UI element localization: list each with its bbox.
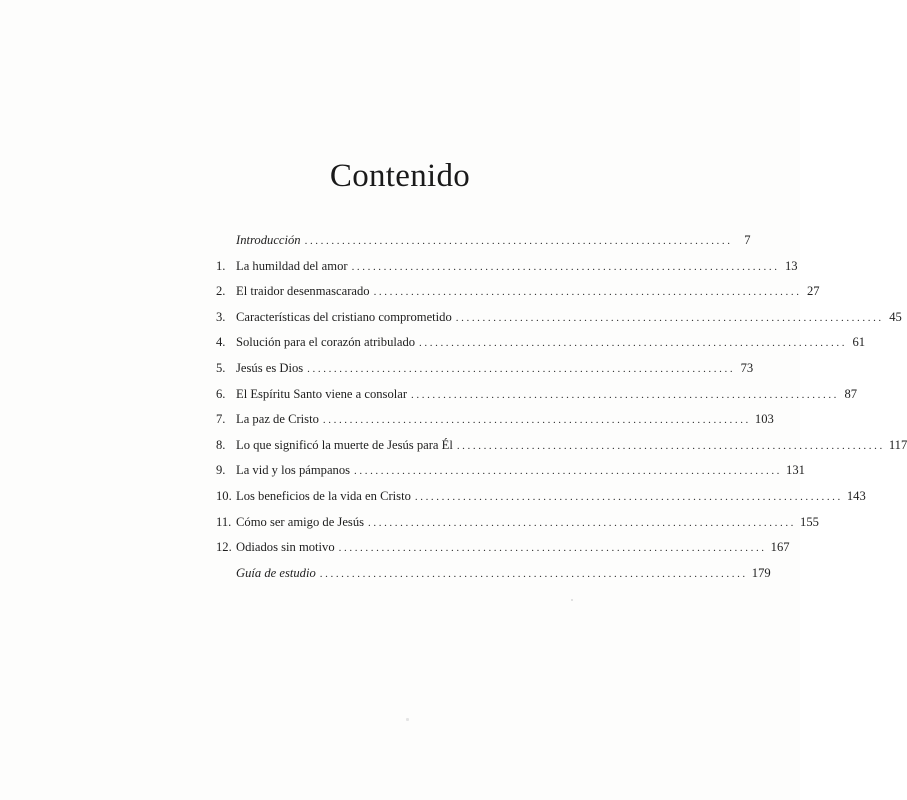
toc-entry-page: 73 (740, 360, 754, 375)
toc-entry-number: 7. (216, 412, 226, 427)
paper-speck (571, 599, 573, 601)
toc-entry-page: 103 (754, 412, 774, 427)
toc-entry-number: 10. (216, 488, 232, 503)
toc-entry-page: 87 (844, 386, 858, 401)
paper-speck (406, 718, 409, 721)
toc-entry (216, 407, 774, 433)
toc-entry-title: Características del cristiano comprometido (236, 309, 452, 324)
toc-entry-number: 6. (216, 386, 226, 401)
toc-entry-page: 155 (800, 514, 819, 529)
dot-leader: ................................................................................ (411, 388, 840, 401)
toc-entry (216, 433, 907, 459)
dot-leader: ................................................................................ (304, 235, 733, 247)
toc-entry-page: 27 (806, 284, 820, 299)
toc-entry-title: Solución para el corazón atribulado (236, 335, 416, 350)
toc-entry-title: La vid y los pámpanos (236, 463, 351, 478)
toc-entry (216, 561, 771, 587)
toc-entry-title: Jesús es Dios (236, 360, 304, 375)
dot-leader: ................................................................................ (319, 567, 748, 580)
toc-entry-page: 179 (751, 565, 771, 580)
dot-leader: ................................................................................ (338, 542, 767, 555)
dot-leader: ................................................................................ (419, 337, 848, 350)
toc-entry (216, 510, 819, 536)
toc-entry-page: 7 (744, 233, 751, 247)
toc-entry-page: 167 (770, 540, 790, 555)
toc-entry-title: Los beneficios de la vida en Cristo (236, 488, 411, 503)
toc-entry-number: 12. (216, 540, 232, 555)
toc-entry-title: Guía de estudio (236, 565, 316, 580)
toc-entry-title: Lo que significó la muerte de Jesús para Él (236, 437, 453, 452)
toc-entry-page: 131 (786, 463, 805, 478)
toc-entry (216, 254, 798, 280)
toc-entry-number: 1. (216, 258, 226, 273)
dot-leader: ................................................................................ (368, 516, 797, 529)
table-of-contents (216, 228, 907, 586)
toc-entry-number: 4. (216, 335, 226, 350)
toc-entry-title: El traidor desenmascarado (236, 284, 370, 299)
toc-entry-title: La paz de Cristo (236, 412, 319, 427)
toc-entry-title: Cómo ser amigo de Jesús (236, 514, 365, 529)
toc-entry-title: El Espíritu Santo viene a consolar (236, 386, 408, 401)
toc-entry (216, 458, 805, 484)
toc-entry (216, 330, 866, 356)
toc-entry (216, 535, 790, 561)
toc-entry (216, 356, 754, 382)
toc-entry-page: 61 (852, 335, 866, 350)
toc-entry-title: La humildad del amor (236, 258, 348, 273)
toc-entry-title: Odiados sin motivo (236, 540, 335, 555)
toc-entry (216, 228, 751, 254)
toc-entry-number: 3. (216, 309, 226, 324)
toc-entry-number: 5. (216, 360, 226, 375)
dot-leader: ................................................................................ (455, 311, 884, 324)
toc-entry-title: Introducción (236, 233, 301, 247)
toc-entry-page: 13 (784, 258, 798, 273)
toc-entry (216, 382, 858, 408)
toc-entry-number: 9. (216, 463, 226, 478)
dot-leader: ................................................................................ (414, 490, 843, 503)
dot-leader: ................................................................................ (354, 465, 783, 478)
dot-leader: ................................................................................ (351, 260, 780, 273)
dot-leader: ................................................................................ (322, 414, 751, 427)
toc-entry-number: 8. (216, 437, 226, 452)
dot-leader: ................................................................................ (307, 362, 736, 375)
dot-leader: ................................................................................ (373, 286, 802, 299)
dot-leader: ................................................................................ (456, 439, 885, 452)
toc-entry-number: 2. (216, 284, 226, 299)
toc-entry (216, 279, 820, 305)
toc-entry-page: 117 (888, 437, 907, 452)
toc-entry-page: 45 (889, 309, 902, 324)
toc-entry (216, 305, 902, 331)
toc-entry-number: 11. (216, 514, 232, 529)
page-title: Contenido (329, 158, 471, 194)
toc-entry (216, 484, 866, 510)
toc-entry-page: 143 (846, 488, 866, 503)
